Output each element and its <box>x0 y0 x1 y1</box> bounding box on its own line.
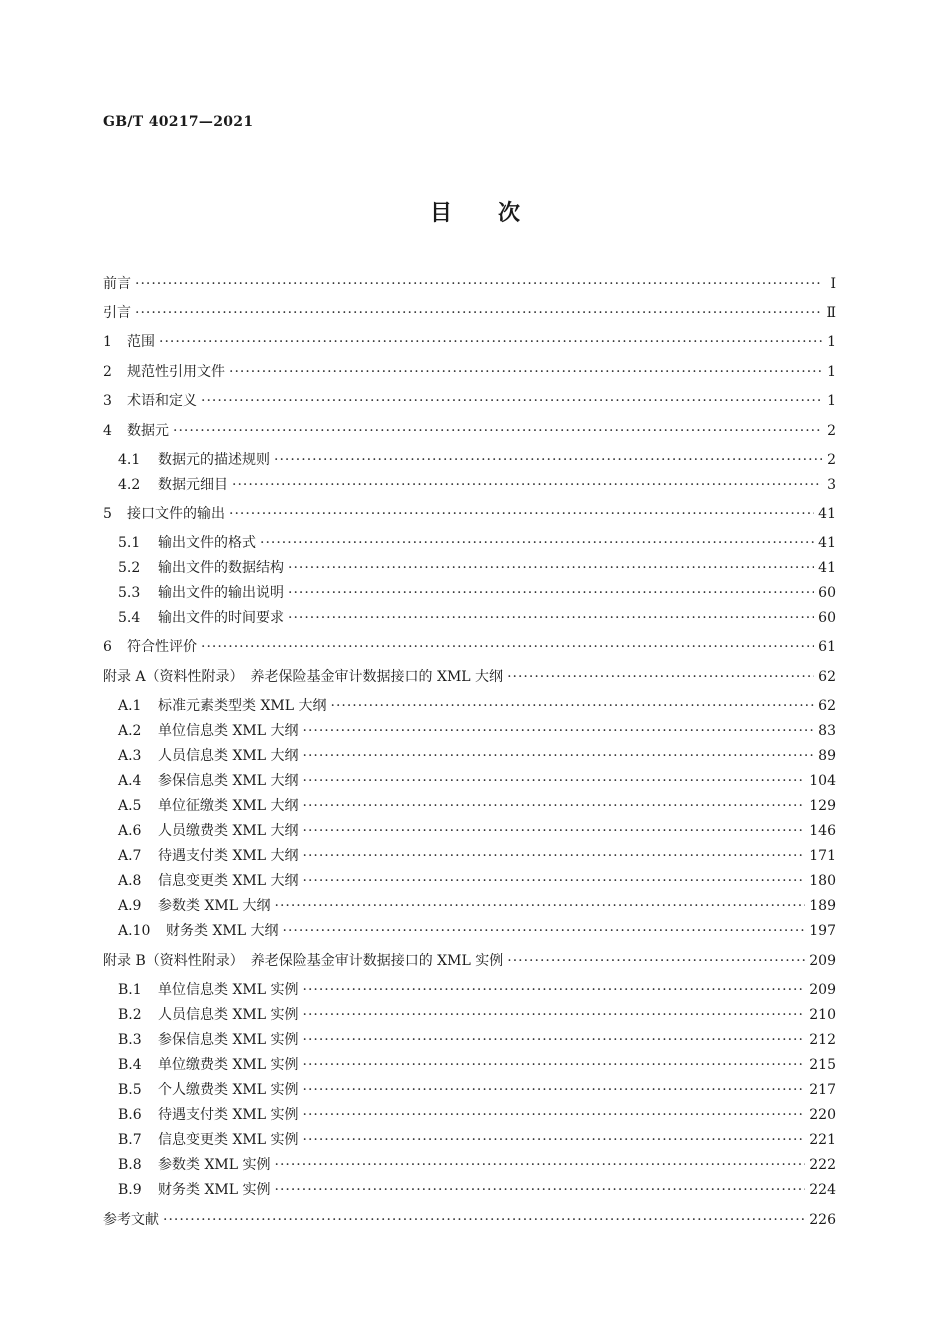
toc-entry-label: 输出文件的输出说明 <box>158 585 284 601</box>
dot-leader <box>303 821 806 841</box>
toc-entry-page: 60 <box>818 585 836 601</box>
toc-entry-page: 221 <box>809 1132 836 1148</box>
toc-entry-page: 2 <box>827 423 836 439</box>
toc-entry-page: 222 <box>809 1157 836 1173</box>
dot-leader <box>303 1080 806 1100</box>
toc-entry-label: 财务类 XML 大纲 <box>166 923 279 939</box>
toc-entry[interactable] <box>118 583 836 603</box>
toc-entry-label: 输出文件的时间要求 <box>158 610 284 626</box>
toc-entry[interactable] <box>118 821 836 841</box>
toc-entry-page: 41 <box>818 560 836 576</box>
toc-entry-page: 41 <box>818 535 836 551</box>
dot-leader <box>507 667 814 687</box>
toc-entry-page: 89 <box>818 748 836 764</box>
toc-entry-label: 信息变更类 XML 大纲 <box>158 873 299 889</box>
toc-entry-number: 4.1 <box>118 452 141 468</box>
toc-entry[interactable] <box>118 921 836 941</box>
toc-entry-label: 数据元的描述规则 <box>158 452 270 468</box>
toc-entry[interactable] <box>118 450 836 470</box>
toc-entry-page: 220 <box>809 1107 836 1123</box>
toc-entry-number: B.9 <box>118 1182 142 1198</box>
toc-entry[interactable] <box>118 796 836 816</box>
toc-entry-page: 217 <box>809 1082 836 1098</box>
toc-entry[interactable] <box>118 1080 836 1100</box>
toc-entry[interactable] <box>118 1055 836 1075</box>
toc-entry-number: 5.2 <box>118 560 141 576</box>
dot-leader <box>135 303 822 323</box>
dot-leader <box>283 921 806 941</box>
toc-entry-label: 输出文件的数据结构 <box>158 560 284 576</box>
toc-entry-page: 180 <box>809 873 836 889</box>
toc-entry-page: 189 <box>809 898 836 914</box>
toc-entry-number: B.3 <box>118 1032 142 1048</box>
toc-entry-label: 人员信息类 XML 实例 <box>158 1007 299 1023</box>
dot-leader <box>275 1155 806 1175</box>
dot-leader <box>229 504 814 524</box>
dot-leader <box>229 362 822 382</box>
toc-entry-number: 2 <box>103 364 112 380</box>
toc-entry-label: 参考文献 <box>103 1212 159 1228</box>
dot-leader <box>275 896 806 916</box>
toc-entry-label: 信息变更类 XML 实例 <box>158 1132 299 1148</box>
toc-entry[interactable] <box>118 1005 836 1025</box>
toc-entry[interactable] <box>118 721 836 741</box>
toc-entry[interactable] <box>118 1155 836 1175</box>
toc-entry-page: 1 <box>827 334 836 350</box>
toc-entry-number: 5.4 <box>118 610 141 626</box>
toc-entry-page: 146 <box>809 823 836 839</box>
dot-leader <box>303 1005 806 1025</box>
toc-entry-label: 单位征缴类 XML 大纲 <box>158 798 299 814</box>
toc-entry-page: 224 <box>809 1182 836 1198</box>
toc-entry-label: 财务类 XML 实例 <box>158 1182 271 1198</box>
toc-entry[interactable] <box>118 846 836 866</box>
toc-entry-label: 范围 <box>127 334 155 350</box>
toc-entry-number: A.5 <box>118 798 142 814</box>
toc-entry[interactable] <box>103 667 836 687</box>
toc-entry-page: 41 <box>818 506 836 522</box>
toc-entry-page: 1 <box>827 364 836 380</box>
toc-entry[interactable] <box>118 746 836 766</box>
toc-entry[interactable] <box>103 274 836 294</box>
toc-entry-label: 规范性引用文件 <box>127 364 225 380</box>
toc-entry-label: 数据元 <box>127 423 169 439</box>
toc-entry-page: 104 <box>809 773 836 789</box>
toc-entry-label: 前言 <box>103 276 131 292</box>
toc-entry-number: B.7 <box>118 1132 142 1148</box>
toc-entry-label: 标准元素类型类 XML 大纲 <box>158 698 327 714</box>
toc-entry-number: 6 <box>103 639 112 655</box>
toc-entry-number: B.5 <box>118 1082 142 1098</box>
toc-entry-page: 83 <box>818 723 836 739</box>
toc-entry[interactable] <box>118 608 836 628</box>
toc-entry-number: 4.2 <box>118 477 141 493</box>
toc-title-char-2: 次 <box>498 201 521 226</box>
dot-leader <box>331 696 815 716</box>
dot-leader <box>303 1130 806 1150</box>
toc-entry[interactable] <box>103 362 836 382</box>
toc-entry[interactable] <box>103 1210 836 1230</box>
dot-leader <box>288 608 814 628</box>
dot-leader <box>173 421 822 441</box>
toc-entry-page: 197 <box>809 923 836 939</box>
toc-entry[interactable] <box>118 533 836 553</box>
toc-entry-page: 61 <box>818 639 836 655</box>
toc-entry-page: 212 <box>809 1032 836 1048</box>
toc-entry-page: 210 <box>809 1007 836 1023</box>
toc-entry-number: 5.3 <box>118 585 141 601</box>
toc-entry-label: 输出文件的格式 <box>158 535 256 551</box>
dot-leader <box>288 558 814 578</box>
toc-entry-number: A.8 <box>118 873 142 889</box>
toc-entry-label: 附录 B（资料性附录） 养老保险基金审计数据接口的 XML 实例 <box>103 953 504 969</box>
toc-entry-number: B.4 <box>118 1057 142 1073</box>
dot-leader <box>201 391 822 411</box>
toc-entry-number: 1 <box>103 334 112 350</box>
dot-leader <box>303 980 806 1000</box>
dot-leader <box>507 951 805 971</box>
toc-entry-number: B.2 <box>118 1007 142 1023</box>
dot-leader <box>135 274 822 294</box>
toc-entry-page: 215 <box>809 1057 836 1073</box>
toc-entry[interactable] <box>118 558 836 578</box>
toc-entry-number: B.1 <box>118 982 142 998</box>
toc-entry-label: 数据元细目 <box>158 477 228 493</box>
toc-entry-page: 62 <box>818 698 836 714</box>
dot-leader <box>303 871 806 891</box>
dot-leader <box>303 721 815 741</box>
toc-entry[interactable] <box>103 332 836 352</box>
toc-entry-label: 术语和定义 <box>127 393 197 409</box>
toc-entry-number: A.3 <box>118 748 142 764</box>
toc-entry-label: 单位缴费类 XML 实例 <box>158 1057 299 1073</box>
toc-entry-page: 129 <box>809 798 836 814</box>
toc-entry-page: Ⅱ <box>826 305 836 321</box>
toc-entry-number: 3 <box>103 393 112 409</box>
toc-entry[interactable] <box>103 951 836 971</box>
toc-entry-number: 5.1 <box>118 535 141 551</box>
dot-leader <box>303 846 806 866</box>
toc-entry-page: 3 <box>827 477 836 493</box>
dot-leader <box>201 637 814 657</box>
dot-leader <box>303 1105 806 1125</box>
toc-entry-page: 62 <box>818 669 836 685</box>
standard-code: GB/T 40217—2021 <box>103 114 254 130</box>
dot-leader <box>288 583 814 603</box>
toc-entry-page: 171 <box>809 848 836 864</box>
dot-leader <box>275 1180 806 1200</box>
toc-entry[interactable] <box>118 696 836 716</box>
toc-entry-page: 1 <box>827 393 836 409</box>
toc-entry[interactable] <box>118 1180 836 1200</box>
toc-entry-page: 60 <box>818 610 836 626</box>
toc-entry-number: A.10 <box>118 923 151 939</box>
toc-entry-label: 附录 A（资料性附录） 养老保险基金审计数据接口的 XML 大纲 <box>103 669 504 685</box>
toc-entry-label: 参数类 XML 大纲 <box>158 898 271 914</box>
toc-entry-page: 209 <box>809 953 836 969</box>
toc-entry-label: 人员缴费类 XML 大纲 <box>158 823 299 839</box>
toc-entry-label: 单位信息类 XML 大纲 <box>158 723 299 739</box>
dot-leader <box>303 746 815 766</box>
dot-leader <box>303 1055 806 1075</box>
toc-entry-label: 待遇支付类 XML 实例 <box>158 1107 299 1123</box>
toc-entry-label: 参保信息类 XML 大纲 <box>158 773 299 789</box>
toc-entry-label: 待遇支付类 XML 大纲 <box>158 848 299 864</box>
toc-entry[interactable] <box>103 391 836 411</box>
toc-entry-label: 引言 <box>103 305 131 321</box>
toc-entry-number: 4 <box>103 423 112 439</box>
dot-leader <box>303 771 806 791</box>
toc-entry-label: 参数类 XML 实例 <box>158 1157 271 1173</box>
toc-entry-number: A.9 <box>118 898 142 914</box>
toc-entry-page: 209 <box>809 982 836 998</box>
toc-entry[interactable] <box>103 421 836 441</box>
toc-entry[interactable] <box>118 1130 836 1150</box>
toc-entry[interactable] <box>118 896 836 916</box>
toc-entry[interactable] <box>118 1030 836 1050</box>
dot-leader <box>260 533 814 553</box>
toc-entry-label: 接口文件的输出 <box>127 506 225 522</box>
toc-entry[interactable] <box>103 504 836 524</box>
toc-title-char-1: 目 <box>429 201 452 226</box>
toc-entry-number: B.8 <box>118 1157 142 1173</box>
toc-entry-label: 人员信息类 XML 大纲 <box>158 748 299 764</box>
toc-entry-page: 2 <box>827 452 836 468</box>
toc-entry-number: A.6 <box>118 823 142 839</box>
toc-entry[interactable] <box>118 475 836 495</box>
toc-entry[interactable] <box>103 303 836 323</box>
toc-entry[interactable] <box>118 871 836 891</box>
dot-leader <box>163 1210 805 1230</box>
toc-entry-page: Ⅰ <box>830 276 836 292</box>
toc-entry-label: 参保信息类 XML 实例 <box>158 1032 299 1048</box>
toc-entry-number: A.4 <box>118 773 142 789</box>
toc-entry-label: 符合性评价 <box>127 639 197 655</box>
toc-entry[interactable] <box>103 637 836 657</box>
toc-entry-label: 单位信息类 XML 实例 <box>158 982 299 998</box>
toc-entry[interactable] <box>118 771 836 791</box>
toc-entry[interactable] <box>118 1105 836 1125</box>
dot-leader <box>303 796 806 816</box>
dot-leader <box>274 450 822 470</box>
toc-entry-page: 226 <box>809 1212 836 1228</box>
toc-entry-number: A.1 <box>118 698 142 714</box>
dot-leader <box>303 1030 806 1050</box>
toc-entry-number: A.2 <box>118 723 142 739</box>
toc-entry[interactable] <box>118 980 836 1000</box>
toc-entry-number: 5 <box>103 506 112 522</box>
toc-entry-number: A.7 <box>118 848 142 864</box>
dot-leader <box>159 332 822 352</box>
toc-entry-number: B.6 <box>118 1107 142 1123</box>
dot-leader <box>232 475 822 495</box>
toc-entry-label: 个人缴费类 XML 实例 <box>158 1082 299 1098</box>
